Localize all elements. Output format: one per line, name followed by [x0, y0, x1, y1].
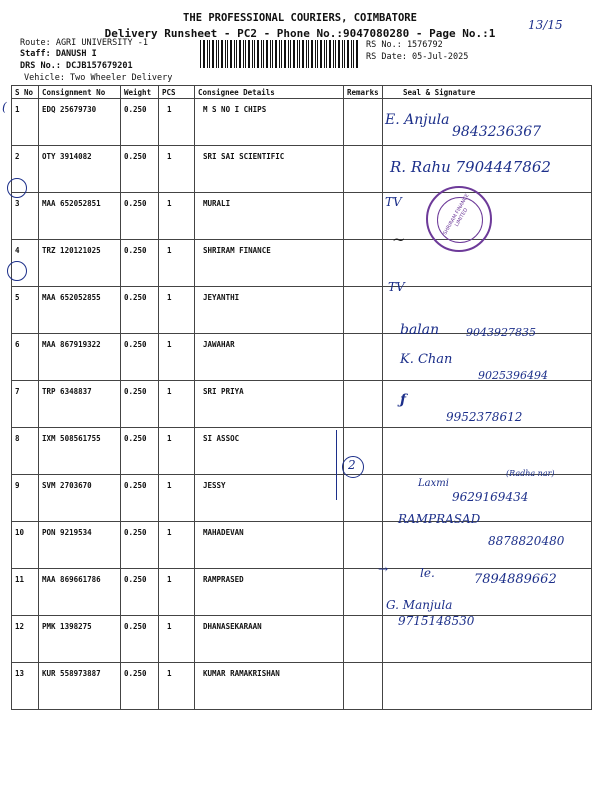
col-header-remarks: Remarks [344, 86, 383, 99]
row-12-sign-name: le. [420, 566, 435, 580]
cell-remarks [344, 616, 383, 663]
cell-sno: 8 [12, 428, 39, 475]
row-1-sign-phone: 9843236367 [452, 124, 542, 140]
cell-consignment-no: PMK 1398275 [39, 616, 121, 663]
margin-bracket-mark: ( [2, 100, 7, 114]
cell-signature [383, 240, 592, 287]
cell-weight: 0.250 [121, 287, 159, 334]
cell-sno: 3 [12, 193, 39, 240]
cell-consignee: SHRIRAM FINANCE [195, 240, 344, 287]
cell-consignment-no: IXM 508561755 [39, 428, 121, 475]
cell-consignment-no: PON 9219534 [39, 522, 121, 569]
cell-weight: 0.250 [121, 522, 159, 569]
cell-weight: 0.250 [121, 334, 159, 381]
row-10-sign-name: Laxmi [418, 478, 449, 489]
row-2-sign: R. Rahu 7904447862 [390, 158, 551, 176]
row-13-sign-name: G. Manjula [386, 598, 453, 612]
cell-sno: 1 [12, 99, 39, 146]
cell-weight: 0.250 [121, 381, 159, 428]
runsheet-title: Delivery Runsheet - PC2 - Phone No.:9047080280 - Page No.:1 [104, 27, 496, 40]
cell-remarks [344, 663, 383, 710]
cell-pcs: 1 [159, 616, 195, 663]
row-8-sign-phone: 9952378612 [446, 410, 523, 424]
cell-consignment-no: OTY 3914082 [39, 146, 121, 193]
cell-consignment-no: TRP 6348837 [39, 381, 121, 428]
cell-remarks [344, 99, 383, 146]
cell-remarks [344, 334, 383, 381]
cell-pcs: 1 [159, 522, 195, 569]
cell-pcs: 1 [159, 240, 195, 287]
cell-consignee: SI ASSOC [195, 428, 344, 475]
cell-sno: 13 [12, 663, 39, 710]
cell-consignee: KUMAR RAMAKRISHAN [195, 663, 344, 710]
cell-remarks [344, 287, 383, 334]
cell-remarks [344, 569, 383, 616]
col-header-signature: Seal & Signature [383, 86, 592, 99]
cell-sno: 7 [12, 381, 39, 428]
rs-date: RS Date: 05-Jul-2025 [366, 52, 469, 62]
cell-pcs: 1 [159, 146, 195, 193]
cell-consignment-no: MAA 867919322 [39, 334, 121, 381]
table-row [12, 663, 592, 710]
cell-remarks [344, 381, 383, 428]
staff-label: Staff: DANUSH I [20, 49, 97, 59]
page-mark-handwritten: 13/15 [528, 18, 563, 32]
cell-weight: 0.250 [121, 99, 159, 146]
cell-pcs: 1 [159, 569, 195, 616]
cell-consignee: JAWAHAR [195, 334, 344, 381]
cell-weight: 0.250 [121, 569, 159, 616]
cell-pcs: 1 [159, 663, 195, 710]
cell-sno: 11 [12, 569, 39, 616]
cell-sno: 9 [12, 475, 39, 522]
cell-consignee: RAMPRASED [195, 569, 344, 616]
row-7-sign-name: K. Chan [400, 352, 453, 367]
cell-pcs: 1 [159, 428, 195, 475]
company-title: THE PROFESSIONAL COURIERS, COIMBATORE [183, 12, 417, 24]
cell-remarks [344, 193, 383, 240]
row-6-sign-phone: 9043927835 [466, 326, 536, 339]
table-row [12, 616, 592, 663]
row-5-sign: TV [388, 280, 405, 294]
cell-remarks [344, 475, 383, 522]
seal-stamp [426, 186, 492, 252]
cell-consignee: SRI SAI SCIENTIFIC [195, 146, 344, 193]
cell-pcs: 1 [159, 334, 195, 381]
table-row [12, 240, 592, 287]
row-13-sign-phone: 9715148530 [398, 614, 475, 628]
cell-consignment-no: KUR 558973887 [39, 663, 121, 710]
cell-weight: 0.250 [121, 428, 159, 475]
cell-sno: 6 [12, 334, 39, 381]
cell-consignee: M S NO I CHIPS [195, 99, 344, 146]
row-12-sign-phone: 7894889662 [474, 572, 557, 587]
row-10-sign-phone: 9629169434 [452, 490, 529, 504]
runsheet-table [11, 85, 592, 710]
cell-consignee: JEYANTHI [195, 287, 344, 334]
row-1-sign-name: E. Anjula [385, 112, 450, 128]
row-9-circle-mark [342, 456, 364, 478]
cell-consignee: MURALI [195, 193, 344, 240]
cell-consignee: JESSY [195, 475, 344, 522]
row-4-signature-scribble: ~ [392, 230, 406, 249]
cell-consignment-no: EDQ 25679730 [39, 99, 121, 146]
rs-number: RS No.: 1576792 [366, 40, 443, 50]
seal-stamp-text: SHRIRAM FINANCE LIMITED [442, 192, 471, 237]
cell-pcs: 1 [159, 287, 195, 334]
cell-sno: 5 [12, 287, 39, 334]
cell-consignment-no: MAA 869661786 [39, 569, 121, 616]
col-header-sno: S No [12, 86, 39, 99]
col-header-consignment: Consignment No [39, 86, 121, 99]
cell-weight: 0.250 [121, 616, 159, 663]
row-10-note: (Radha nar) [506, 469, 555, 478]
cell-consignment-no: MAA 652052855 [39, 287, 121, 334]
barcode-image [200, 40, 360, 68]
cell-remarks [344, 522, 383, 569]
table-row [12, 193, 592, 240]
cell-remarks [344, 240, 383, 287]
row-5-circle-mark [7, 261, 27, 281]
cell-weight: 0.250 [121, 193, 159, 240]
row-11-sign-name: RAMPRASAD [398, 512, 481, 526]
cell-consignee: SRI PRIYA [195, 381, 344, 428]
cell-consignment-no: TRZ 120121025 [39, 240, 121, 287]
cell-pcs: 1 [159, 193, 195, 240]
cell-weight: 0.250 [121, 146, 159, 193]
cell-sno: 2 [12, 146, 39, 193]
cell-sno: 10 [12, 522, 39, 569]
row-6-sign-name: balan [400, 322, 440, 338]
cell-pcs: 1 [159, 475, 195, 522]
cell-pcs: 1 [159, 99, 195, 146]
cell-pcs: 1 [159, 381, 195, 428]
row-11-sign-phone: 8878820480 [488, 534, 565, 548]
col-header-pcs: PCS [159, 86, 195, 99]
row-9-bracket-line [336, 430, 339, 500]
cell-consignment-no: SVM 2703670 [39, 475, 121, 522]
col-header-weight: Weight [121, 86, 159, 99]
route-label: Route: AGRI UNIVERSITY -1 [20, 38, 148, 48]
row-3-sign: TV [385, 195, 402, 209]
cell-weight: 0.250 [121, 240, 159, 287]
col-header-consignee: Consignee Details [195, 86, 344, 99]
cell-consignee: DHANASEKARAAN [195, 616, 344, 663]
cell-signature [383, 663, 592, 710]
cell-remarks [344, 146, 383, 193]
row-8-signature-scribble: ƒ [400, 392, 407, 408]
row-12-arrow-mark: → [378, 562, 389, 576]
row-9-circle-number: 2 [348, 458, 356, 472]
cell-sno: 12 [12, 616, 39, 663]
cell-consignee: MAHADEVAN [195, 522, 344, 569]
cell-signature [383, 428, 592, 475]
cell-consignment-no: MAA 652052851 [39, 193, 121, 240]
cell-sno: 4 [12, 240, 39, 287]
table-row [12, 428, 592, 475]
row-7-sign-phone: 9025396494 [478, 369, 548, 382]
cell-weight: 0.250 [121, 663, 159, 710]
cell-weight: 0.250 [121, 475, 159, 522]
table-header-row [12, 86, 592, 99]
vehicle-label: Vehicle: Two Wheeler Delivery [24, 73, 173, 83]
drs-label: DRS No.: DCJB157679201 [20, 61, 133, 71]
row-3-circle-mark [7, 178, 27, 198]
